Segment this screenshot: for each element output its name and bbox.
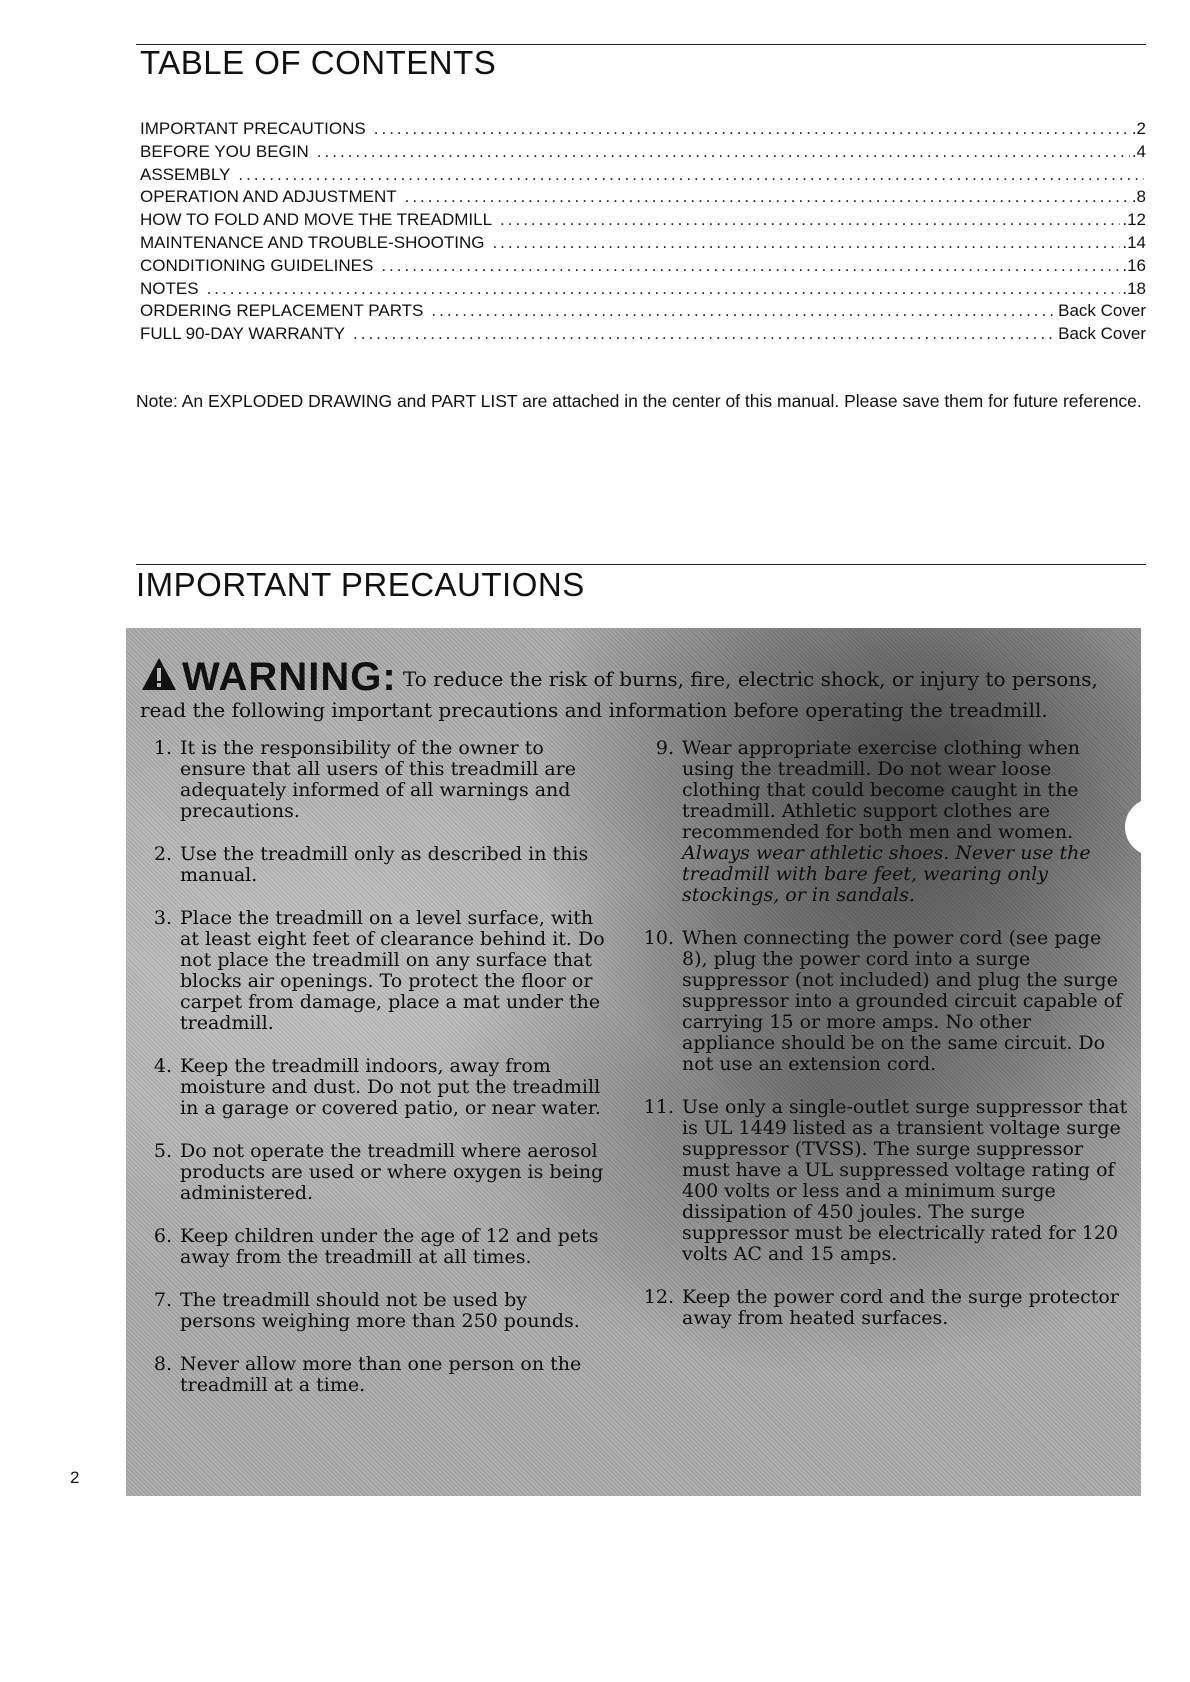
precaution-item bbox=[138, 1226, 608, 1268]
precaution-item bbox=[640, 928, 1130, 1075]
toc-entry[interactable] bbox=[140, 118, 1146, 141]
toc-entry-title: BEFORE YOU BEGIN bbox=[140, 141, 309, 161]
precaution-text bbox=[682, 738, 1130, 906]
toc-entry-title: FULL 90-DAY WARRANTY bbox=[140, 324, 345, 344]
toc-entry[interactable] bbox=[140, 300, 1146, 323]
toc-entry-title: MAINTENANCE AND TROUBLE-SHOOTING bbox=[140, 232, 485, 252]
toc-entry-page: .12 bbox=[1122, 210, 1146, 230]
toc-leader bbox=[353, 323, 1056, 345]
precaution-item bbox=[640, 738, 1130, 906]
toc-entry-title: ASSEMBLY bbox=[140, 164, 231, 184]
precaution-item bbox=[138, 1290, 608, 1332]
toc-leader bbox=[374, 118, 1130, 140]
toc-leader bbox=[492, 232, 1120, 254]
toc-entry[interactable] bbox=[140, 323, 1146, 346]
toc-leader bbox=[207, 278, 1121, 300]
precaution-text: It is the responsibility of the owner to ensure that all users of this treadmill are adequately informed of all warnings and precautions. bbox=[180, 737, 576, 822]
precaution-text: Keep children under the age of 12 and pets away from the treadmill at all times. bbox=[180, 1225, 599, 1268]
precaution-text: Keep the power cord and the surge protector away from heated surfaces. bbox=[682, 1286, 1119, 1329]
toc-leader bbox=[238, 164, 1144, 186]
toc-entry-page: .18 bbox=[1122, 278, 1146, 298]
precaution-number: 8. bbox=[153, 1353, 172, 1375]
precaution-number: 4. bbox=[153, 1055, 172, 1077]
toc-entry-page: .8 bbox=[1131, 187, 1146, 207]
precaution-number: 1. bbox=[153, 737, 172, 759]
precaution-number: 5. bbox=[153, 1140, 172, 1162]
toc-entry-title: CONDITIONING GUIDELINES bbox=[140, 255, 374, 275]
warning-label: WARNING: bbox=[182, 655, 397, 699]
toc-leader bbox=[381, 255, 1120, 277]
precaution-item bbox=[640, 1097, 1130, 1265]
toc-leader bbox=[500, 209, 1120, 231]
toc-entry-page: Back Cover bbox=[1058, 324, 1146, 344]
toc-entry-page: .14 bbox=[1122, 232, 1146, 252]
warning-text: To reduce the risk of burns, fire, electric shock, or injury to persons, read the following important precautions and information before operating the treadmill. bbox=[140, 667, 1098, 722]
precautions-heading: IMPORTANT PRECAUTIONS bbox=[136, 566, 585, 603]
precaution-text: Never allow more than one person on the treadmill at a time. bbox=[180, 1353, 582, 1396]
toc-leader bbox=[317, 141, 1130, 163]
precaution-item bbox=[138, 844, 608, 886]
toc-entry-page: .2 bbox=[1131, 119, 1146, 138]
precaution-item bbox=[138, 1056, 608, 1119]
warning-box bbox=[126, 628, 1141, 1496]
precaution-number: 12. bbox=[643, 1286, 674, 1308]
manual-note: Note: An EXPLODED DRAWING and PART LIST are attached in the center of this manual. Please save them for future reference. bbox=[136, 391, 1142, 411]
precaution-text: Keep the treadmill indoors, away from moisture and dust. Do not put the treadmill in a garage or covered patio, or near water. bbox=[180, 1055, 601, 1119]
precaution-text: Use only a single-outlet surge suppressor that is UL 1449 listed as a transient voltage surge suppressor (TVSS). The surge suppressor must have a UL suppressed voltage rating of 400 volts or less and a minimum surge dissipation of 450 joules. The surge suppressor must be electrically rated for 120 volts AC and 15 amps. bbox=[682, 1096, 1128, 1265]
precaution-number: 3. bbox=[153, 907, 172, 929]
precautions-left-column bbox=[138, 738, 608, 1396]
precaution-number: 9. bbox=[655, 737, 674, 759]
toc-entry-title: IMPORTANT PRECAUTIONS bbox=[140, 119, 366, 138]
precaution-number: 10. bbox=[643, 927, 674, 949]
toc-entry-page: .4 bbox=[1131, 141, 1146, 161]
precaution-text-italic: Always wear athletic shoes. Never use the treadmill with bare feet, wearing only stockings, or in sandals. bbox=[682, 842, 1091, 906]
precaution-text: The treadmill should not be used by persons weighing more than 250 pounds. bbox=[180, 1289, 580, 1332]
toc-entry-page: Back Cover bbox=[1058, 301, 1146, 321]
precaution-item bbox=[138, 738, 608, 822]
precaution-text: Place the treadmill on a level surface, with at least eight feet of clearance behind it. Do not place the treadmill on any surface that blocks air openings. To protect the floor or carpet from damage, place a mat under the treadmill. bbox=[180, 907, 605, 1034]
precaution-number: 11. bbox=[643, 1096, 674, 1118]
precaution-text: Use the treadmill only as described in this manual. bbox=[180, 843, 589, 886]
precaution-item bbox=[138, 1354, 608, 1396]
precaution-item bbox=[138, 908, 608, 1034]
precaution-number: 7. bbox=[153, 1289, 172, 1311]
toc-entry[interactable] bbox=[140, 164, 1146, 187]
toc-entry[interactable] bbox=[140, 232, 1146, 255]
precaution-text: Do not operate the treadmill where aerosol products are used or where oxygen is being administered. bbox=[180, 1140, 604, 1204]
toc-entry[interactable] bbox=[140, 255, 1146, 278]
precaution-number: 2. bbox=[153, 843, 172, 865]
toc-entry[interactable] bbox=[140, 209, 1146, 232]
page-number: 2 bbox=[70, 1468, 80, 1487]
toc-entry[interactable] bbox=[140, 186, 1146, 209]
toc-leader bbox=[431, 300, 1056, 322]
toc-entry[interactable] bbox=[140, 278, 1146, 301]
toc-entry-page: .16 bbox=[1122, 255, 1146, 275]
toc-entry-title: OPERATION AND ADJUSTMENT bbox=[140, 187, 397, 207]
warning-triangle-icon bbox=[140, 656, 178, 698]
toc-leader bbox=[405, 186, 1130, 208]
precaution-item bbox=[640, 1287, 1130, 1329]
toc-entry-title: ORDERING REPLACEMENT PARTS bbox=[140, 301, 424, 321]
toc-entry-title: HOW TO FOLD AND MOVE THE TREADMILL bbox=[140, 210, 493, 230]
precaution-item bbox=[138, 1141, 608, 1204]
precaution-text: When connecting the power cord (see page 8), plug the power cord into a surge suppressor (not included) and plug the surge suppressor into a grounded circuit capable of carrying 15 or more amps. No other appliance should be on the same circuit. Do not use an extension cord. bbox=[682, 927, 1123, 1075]
precautions-top-rule bbox=[136, 564, 1146, 565]
toc-list bbox=[140, 118, 1146, 346]
toc-heading: TABLE OF CONTENTS bbox=[140, 44, 497, 81]
toc-entry[interactable] bbox=[140, 141, 1146, 164]
precaution-text-regular: Wear appropriate exercise clothing when using the treadmill. Do not wear loose clothing that could become caught in the treadmill. Athletic support clothes are recommended for both men and women. bbox=[682, 737, 1080, 843]
precaution-number: 6. bbox=[153, 1225, 172, 1247]
precautions-right-column bbox=[640, 738, 1130, 1329]
warning-header bbox=[140, 656, 1130, 723]
toc-entry-title: NOTES bbox=[140, 278, 199, 298]
